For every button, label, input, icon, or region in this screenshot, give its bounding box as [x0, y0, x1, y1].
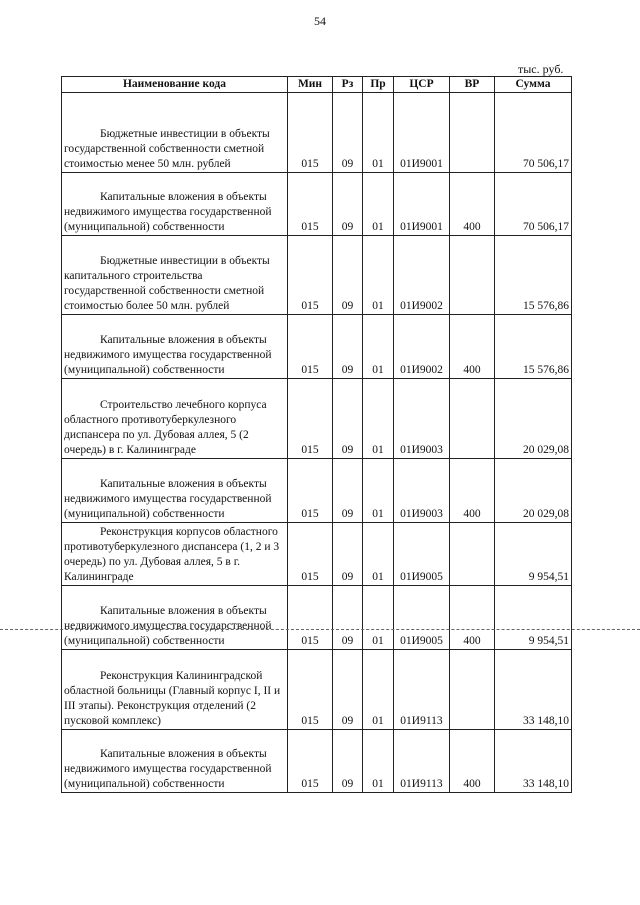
- budget-table: [61, 76, 572, 793]
- units-label: тыс. руб.: [518, 62, 564, 76]
- row-name-text: Капитальные вложения в объекты недвижимого имущества государственной (муниципальной) собственности: [64, 478, 272, 520]
- row-name-text: Реконструкция корпусов областного противотуберкулезного диспансера (1, 2 и 3 очередь) по ул. Дубовая аллея, 5 в г. Калининграде: [64, 526, 280, 583]
- row-vr: [450, 236, 495, 315]
- row-name: [62, 586, 288, 650]
- row-csr: 01И9002: [394, 315, 450, 379]
- table-row: [62, 459, 572, 523]
- row-pr: 01: [363, 236, 394, 315]
- row-sum: 15 576,86: [495, 236, 572, 315]
- col-header-name: Наименование кода: [62, 77, 288, 93]
- row-sum: 70 506,17: [495, 93, 572, 173]
- table-row: [62, 315, 572, 379]
- row-sum: 33 148,10: [495, 730, 572, 793]
- row-name: [62, 236, 288, 315]
- row-rz: 09: [333, 586, 363, 650]
- row-csr: 01И9005: [394, 586, 450, 650]
- row-pr: 01: [363, 459, 394, 523]
- row-name-text: Капитальные вложения в объекты недвижимого имущества государственной (муниципальной) собственности: [64, 605, 272, 647]
- row-sum: 9 954,51: [495, 586, 572, 650]
- row-vr: [450, 650, 495, 730]
- row-csr: 01И9003: [394, 459, 450, 523]
- table-row: [62, 379, 572, 459]
- row-csr: 01И9002: [394, 236, 450, 315]
- row-rz: 09: [333, 315, 363, 379]
- row-vr: 400: [450, 315, 495, 379]
- table-header-row: [62, 77, 572, 93]
- row-min: 015: [288, 730, 333, 793]
- row-sum: 9 954,51: [495, 523, 572, 586]
- row-vr: [450, 93, 495, 173]
- table-row: [62, 730, 572, 793]
- row-rz: 09: [333, 173, 363, 236]
- page-number: 54: [314, 14, 326, 28]
- col-header-sum: Сумма: [495, 77, 572, 93]
- row-name: [62, 730, 288, 793]
- row-name: [62, 315, 288, 379]
- table-row: [62, 523, 572, 586]
- row-rz: 09: [333, 523, 363, 586]
- row-vr: [450, 379, 495, 459]
- row-sum: 20 029,08: [495, 379, 572, 459]
- row-name: [62, 93, 288, 173]
- row-rz: 09: [333, 459, 363, 523]
- row-min: 015: [288, 650, 333, 730]
- row-name-text: Капитальные вложения в объекты недвижимого имущества государственной (муниципальной) собственности: [64, 748, 272, 790]
- row-sum: 33 148,10: [495, 650, 572, 730]
- row-csr: 01И9113: [394, 650, 450, 730]
- row-pr: 01: [363, 523, 394, 586]
- row-csr: 01И9113: [394, 730, 450, 793]
- table-row: [62, 236, 572, 315]
- row-name: [62, 459, 288, 523]
- row-sum: 70 506,17: [495, 173, 572, 236]
- row-rz: 09: [333, 379, 363, 459]
- row-min: 015: [288, 523, 333, 586]
- row-pr: 01: [363, 379, 394, 459]
- col-header-rz: Рз: [333, 77, 363, 93]
- row-rz: 09: [333, 93, 363, 173]
- col-header-csr: ЦСР: [394, 77, 450, 93]
- col-header-pr: Пр: [363, 77, 394, 93]
- table-body: [62, 93, 572, 793]
- row-rz: 09: [333, 730, 363, 793]
- row-rz: 09: [333, 236, 363, 315]
- row-min: 015: [288, 93, 333, 173]
- row-name-text: Бюджетные инвестиции в объекты государственной собственности сметной стоимостью менее 50 млн. рублей: [64, 128, 270, 170]
- row-min: 015: [288, 315, 333, 379]
- row-name-text: Бюджетные инвестиции в объекты капитального строительства государственной собственности сметной стоимостью более 50 млн. рублей: [64, 255, 270, 312]
- row-pr: 01: [363, 650, 394, 730]
- row-sum: 15 576,86: [495, 315, 572, 379]
- row-name-text: Капитальные вложения в объекты недвижимого имущества государственной (муниципальной) собственности: [64, 334, 272, 376]
- row-min: 015: [288, 236, 333, 315]
- col-header-vr: ВР: [450, 77, 495, 93]
- row-vr: 400: [450, 586, 495, 650]
- row-csr: 01И9001: [394, 93, 450, 173]
- table-row: [62, 586, 572, 650]
- row-pr: 01: [363, 586, 394, 650]
- row-vr: [450, 523, 495, 586]
- row-csr: 01И9001: [394, 173, 450, 236]
- row-sum: 20 029,08: [495, 459, 572, 523]
- row-min: 015: [288, 459, 333, 523]
- row-rz: 09: [333, 650, 363, 730]
- row-name: [62, 523, 288, 586]
- row-min: 015: [288, 379, 333, 459]
- table-row: [62, 93, 572, 173]
- table-row: [62, 173, 572, 236]
- row-csr: 01И9003: [394, 379, 450, 459]
- row-csr: 01И9005: [394, 523, 450, 586]
- row-pr: 01: [363, 173, 394, 236]
- row-name-text: Строительство лечебного корпуса областного противотуберкулезного диспансера по ул. Дубовая аллея, 5 (2 очередь) в г. Калининграде: [64, 399, 267, 456]
- row-pr: 01: [363, 93, 394, 173]
- row-name-text: Капитальные вложения в объекты недвижимого имущества государственной (муниципальной) собственности: [64, 191, 272, 233]
- row-vr: 400: [450, 173, 495, 236]
- row-name: [62, 650, 288, 730]
- row-name: [62, 379, 288, 459]
- row-name-text: Реконструкция Калининградской областной больницы (Главный корпус I, II и III этапы). Реконструкция отделений (2 пусковой комплекс): [64, 670, 281, 727]
- row-pr: 01: [363, 315, 394, 379]
- row-vr: 400: [450, 730, 495, 793]
- row-min: 015: [288, 173, 333, 236]
- row-name: [62, 173, 288, 236]
- col-header-min: Мин: [288, 77, 333, 93]
- row-pr: 01: [363, 730, 394, 793]
- row-min: 015: [288, 586, 333, 650]
- table-row: [62, 650, 572, 730]
- scan-fold-line: [0, 629, 640, 630]
- row-vr: 400: [450, 459, 495, 523]
